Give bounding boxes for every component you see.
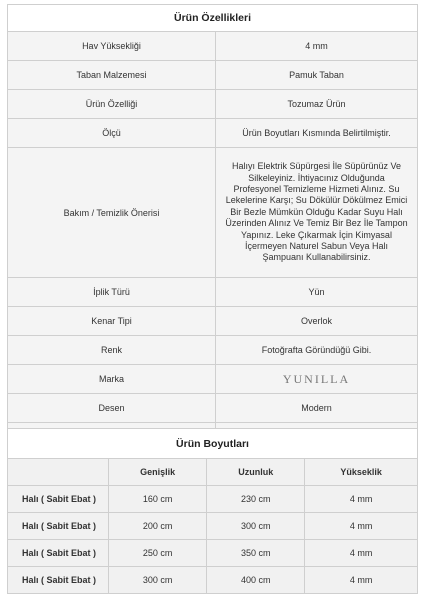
column-header-height: Yükseklik (305, 459, 418, 486)
width-cell: 160 cm (109, 486, 207, 513)
height-cell: 4 mm (305, 486, 418, 513)
table-row (8, 513, 418, 540)
width-cell: 200 cm (109, 513, 207, 540)
feature-label-pattern: Desen (8, 394, 216, 423)
height-cell: 4 mm (305, 513, 418, 540)
row-label: Halı ( Sabit Ebat ) (8, 540, 109, 567)
height-cell: 4 mm (305, 540, 418, 567)
row-label: Halı ( Sabit Ebat ) (8, 567, 109, 594)
feature-label-size: Ölçü (8, 119, 216, 148)
feature-value-pattern: Modern (216, 394, 418, 423)
row-label: Halı ( Sabit Ebat ) (8, 486, 109, 513)
feature-label-yarn-type: İplik Türü (8, 278, 216, 307)
feature-label-edge-type: Kenar Tipi (8, 307, 216, 336)
feature-value-yarn-type: Yün (216, 278, 418, 307)
height-cell: 4 mm (305, 567, 418, 594)
length-cell: 230 cm (207, 486, 305, 513)
feature-label-care: Bakım / Temizlik Önerisi (8, 148, 216, 278)
dimensions-title: Ürün Boyutları (8, 429, 418, 459)
feature-label-color: Renk (8, 336, 216, 365)
dimensions-corner-cell (8, 459, 109, 486)
column-header-width: Genişlik (109, 459, 207, 486)
feature-label-product-feature: Ürün Özelliği (8, 90, 216, 119)
table-row (8, 567, 418, 594)
feature-value-product-feature: Tozumaz Ürün (216, 90, 418, 119)
brand-logo: YUNILLA (282, 371, 351, 386)
feature-label-brand: Marka (8, 365, 216, 394)
length-cell: 400 cm (207, 567, 305, 594)
feature-label-base-material: Taban Malzemesi (8, 61, 216, 90)
feature-value-edge-type: Overlok (216, 307, 418, 336)
product-dimensions-table (7, 428, 418, 594)
length-cell: 350 cm (207, 540, 305, 567)
feature-value-care: Halıyı Elektrik Süpürgesi İle Süpürünüz Ve Silkeleyiniz. İhtiyacınız Olduğunda Profesyonel Temizleme Hizmeti Alınız. Su Lekelerine Karşı; Su Dökülür Dökülmez Emici Bir Bezle Mümkün Olduğu Kadar Suyu Halı Üzerinden Alınız Ve Temiz Bir Bez İle Tampon Yapınız. Leke Çıkarmak İçin Kimyasal İçermeyen Naturel Sabun Veya Halı Şampuanı Kullanabilirsiniz. (216, 148, 418, 278)
width-cell: 250 cm (109, 540, 207, 567)
features-title: Ürün Özellikleri (8, 5, 418, 32)
feature-value-color: Fotoğrafta Göründüğü Gibi. (216, 336, 418, 365)
width-cell: 300 cm (109, 567, 207, 594)
length-cell: 300 cm (207, 513, 305, 540)
table-row (8, 486, 418, 513)
feature-label-pile-height: Hav Yüksekliği (8, 32, 216, 61)
product-features-table (7, 4, 418, 452)
feature-value-pile-height: 4 mm (216, 32, 418, 61)
feature-value-base-material: Pamuk Taban (216, 61, 418, 90)
feature-value-size: Ürün Boyutları Kısmında Belirtilmiştir. (216, 119, 418, 148)
row-label: Halı ( Sabit Ebat ) (8, 513, 109, 540)
column-header-length: Uzunluk (207, 459, 305, 486)
feature-value-brand (216, 365, 418, 394)
table-row (8, 540, 418, 567)
